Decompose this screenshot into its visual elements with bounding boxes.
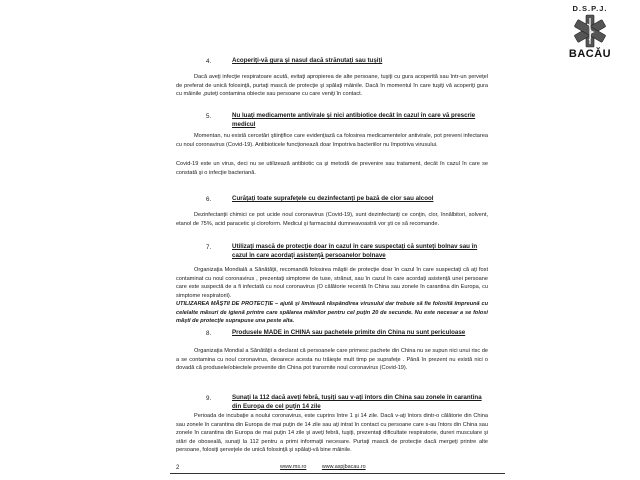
page-number: 2	[176, 465, 180, 471]
section-heading: Sunaţi la 112 dacă aveţi febră, tuşiţi sau v-aţi întors din China sau zonele în carantina din Europa de cel puţin 14 zile	[232, 394, 482, 410]
medical-star-icon	[573, 14, 607, 48]
section-paragraph: Perioada de incubaţie a noului coronavirus, este cuprins între 1 şi 14 zile. Dacă v-aţi întors dintr-o călătorie din China sau zonele în carantina din Europa de mai puţin de 14 zile sau aţi intrat în contact cu persoane care s-au întors din China sau zonele în carantina din Europa de mai puţin 14 zile şi aveţi febră, tuşiţi, prezentaţi dificultate respiratorie, dureri musculare şi stări de oboseală, sunaţi la 112 pentru a primi informaţii necesare. Purtaţi mască de protecţie dacă mergeţi printre alte persoane, folosiţi şerveţele de unică folosinţă şi spălaţi-vă bine mâinile.	[176, 413, 488, 454]
section-paragraph-emphasis: UTILIZAREA MĂŞTII DE PROTECŢIE – ajută şi limitează răspândirea virusului dar trebuie să fie folosită împreună cu celelalte măsuri de igienă printre care spălarea mâinilor pentru cel puţin 20 de secunde. Nu este necesar a se folosi măşti de protecţie suprapuse una peste alta.	[176, 301, 488, 325]
section-paragraph: Covid-19 este un virus, deci nu se utilizează antibiotic ca şi metodă de prevenire sau tratament, decât în cazul în care se constată şi o infecţie bacteriană.	[176, 161, 488, 176]
section-number: 5.	[206, 113, 212, 120]
section-heading: Produsele MADE in CHINA sau pachetele primite din China nu sunt periculoase	[232, 329, 466, 336]
section-heading: Nu luaţi medicamente antivirale şi nici antibiotice decât în cazul în care vă prescrie medicul	[232, 112, 476, 128]
section-heading: Acoperiţi-vă gura şi nasul dacă strănutaţi sau tuşiţi	[232, 57, 383, 64]
section-number: 9.	[206, 395, 212, 402]
section-number: 8.	[206, 330, 212, 337]
footer-links	[280, 464, 380, 470]
section-number: 7.	[206, 244, 212, 251]
footer-link-aspj[interactable]: www.aspjbacau.ro	[321, 464, 366, 470]
section-paragraph: Organizaţia Mondial a Sănătăţii a declarat că persoanele care primesc pachete din China nu se supun nici unui risc de a se contamina cu noul coronavirus, deoarece acesta nu trăieşte mult timp pe suprafeţe . Până în prezent nu există nici o dovadă că produsele/obiectele provenite din China pot transmite noul coronavirus (Covid-19).	[176, 348, 488, 372]
section-number: 6.	[206, 196, 212, 203]
dspj-logo	[550, 4, 630, 64]
section-paragraph: Dezinfectanţii chimici ce pot ucide noul coronavirus (Covid-19), sunt dezinfectanţi ce conţin, clor, înnălbitori, solvent, etanol de 75%, acid paracetic şi cloroform. Medicul şi farmacistul dumneavoastră vor şti ce să recomande.	[176, 212, 488, 227]
section-paragraph: Momentan, nu există cercetări ştiinţifice care evidenţiază ca folosirea medicamentelor antivirale, pot preveni infectarea cu noul coronavirus (Covid-19). Antibioticele funcţionează doar împotriva bacteriilor nu împotriva virusului.	[176, 133, 488, 148]
section-paragraph: Dacă aveţi infecţie respiratoare acută, evitaţi apropierea de alte persoane, tuşiţi cu gura acoperită sau într-un şervețel de preferat de unică folosinţă, purtaţi mască de protecţie şi spălaţi mâinile. Dacă în momentul în care tuşiţi vă acoperiţi gura cu mâinile ,puteţi contamina obiecte sau persoane cu care veniţi în contact.	[176, 74, 488, 98]
footer-link-ms[interactable]: www.ms.ro	[280, 464, 307, 470]
section-paragraph: Organizaţia Mondială a Sănătăţii, recomandă folosirea măştii de protecţie doar în cazul în care suspectaţi că aţi fost contaminat cu noul coronavirus , prezentaţi simptome de tuse, strănut, sau în cazul în care acordaţi asistenţă unei persoane care este suspectă de a fi infectată cu noul coronavirus (O călătorie recentă în China sau zonele în carantina din Europa, cu simptome respiratorii).	[176, 267, 488, 299]
footer-divider	[170, 473, 505, 474]
section-number: 4.	[206, 58, 212, 65]
logo-bottom-text: BACĂU	[568, 48, 612, 60]
section-heading: Curăţaţi toate suprafeţele cu dezinfectanţi pe bază de clor sau alcool	[232, 195, 434, 202]
section-heading: Utilizaţi mască de protecţie doar în cazul în care suspectaţi că sunteţi bolnav sau în cazul în care acordaţi asistenţă persoanelor bolnave	[232, 243, 478, 259]
logo-top-text: D.S.P.J.	[572, 4, 608, 13]
